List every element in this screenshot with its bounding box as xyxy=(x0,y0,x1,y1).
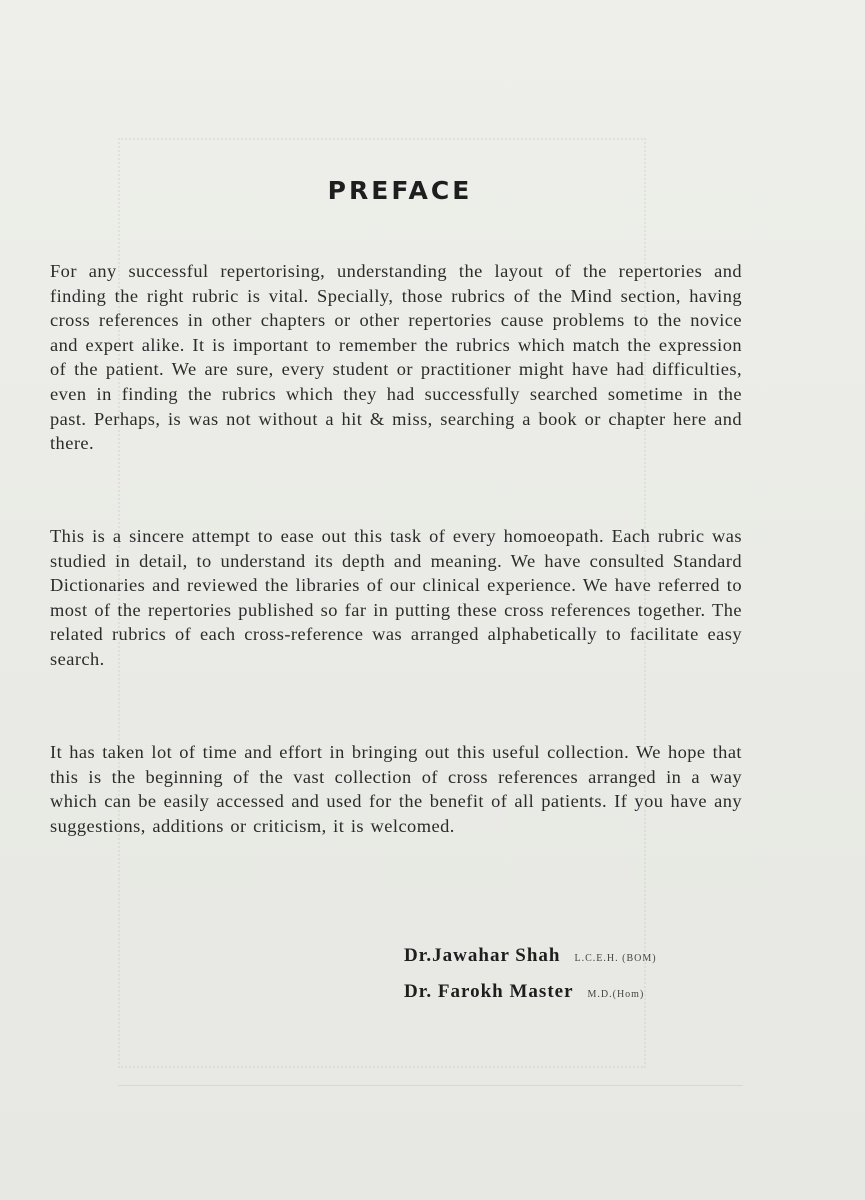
signatory-1 xyxy=(404,945,657,967)
page-title: PREFACE xyxy=(327,176,473,205)
signatory-degree: L.C.E.H. (BOM) xyxy=(574,953,657,964)
signatory-2 xyxy=(404,981,644,1003)
paragraph-3: It has taken lot of time and effort in bringing out this useful collection. We hope that this is the beginning of the vast collection of cross references arranged in a way which can be easily accessed and used for the benefit of all patients. If you have any suggestions, additions or criticism, it is welcomed. xyxy=(50,742,742,836)
signatory-degree: M.D.(Hom) xyxy=(587,989,645,1000)
signatory-name: Dr.Jawahar Shah xyxy=(404,945,561,966)
signatory-name: Dr. Farokh Master xyxy=(404,981,574,1002)
paragraph-2: This is a sincere attempt to ease out this task of every homoeopath. Each rubric was studied in detail, to understand its depth and meaning. We have consulted Standard Dictionaries and reviewed the libraries of our clinical experience. We have referred to most of the repertories published so far in putting these cross references together. The related rubrics of each cross-reference was arranged alphabetically to facilitate easy search. xyxy=(50,526,742,669)
paragraph-1: For any successful repertorising, understanding the layout of the repertories and finding the right rubric is vital. Specially, those rubrics of the Mind section, having cross references in other chapters or other repertories cause problems to the novice and expert alike. It is important to remember the rubrics which match the expression of the patient. We are sure, every student or practitioner might have had difficulties, even in finding the rubrics which they had successfully searched sometime in the past. Perhaps, is was not without a hit & miss, searching a book or chapter here and there. xyxy=(50,261,742,454)
bleed-through-rule xyxy=(118,1085,743,1086)
